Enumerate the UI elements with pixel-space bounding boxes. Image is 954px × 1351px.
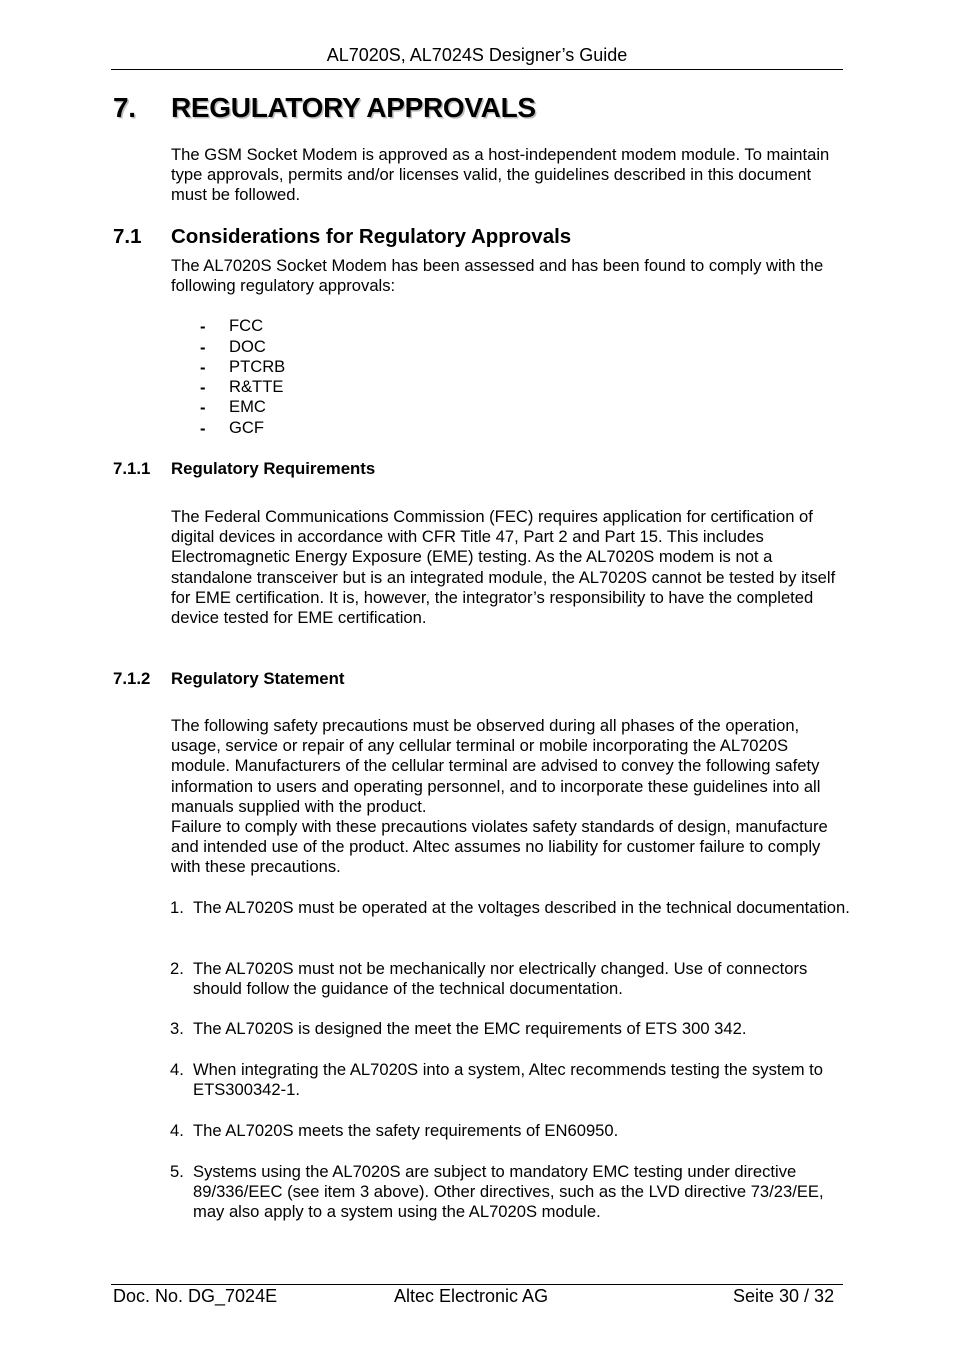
- footer-doc-number: Doc. No. DG_7024E: [113, 1286, 278, 1306]
- list-bullet: -: [200, 419, 206, 438]
- list-item: R&TTE: [229, 377, 284, 396]
- list-item: The AL7020S must be operated at the voltages described in the technical documentation.: [193, 898, 850, 917]
- section-7-1-2-paragraph-1: The following safety precautions must be observed during all phases of the operation, usage, service or repair of any cellular terminal or mobile incorporating the AL7020S module. Manufacturers of the cellular terminal are advised to convey the following safety information to users and operating personnel, and to incorporate these guidelines into all manuals supplied with the product.: [171, 716, 821, 816]
- chapter-number: 7.: [113, 92, 136, 123]
- list-item-number: 4.: [170, 1060, 184, 1079]
- list-item-number: 5.: [170, 1162, 184, 1181]
- list-item-number: 2.: [170, 959, 184, 978]
- section-7-1-paragraph: The AL7020S Socket Modem has been assessed and has been found to comply with the following regulatory approvals:: [171, 256, 824, 296]
- list-bullet: -: [200, 358, 206, 377]
- list-item: GCF: [229, 418, 265, 437]
- list-bullet: -: [200, 398, 206, 417]
- list-item-number: 4.: [170, 1121, 184, 1140]
- section-7-1-1-title: Regulatory Requirements: [171, 459, 376, 478]
- section-7-1-2-number: 7.1.2: [113, 669, 151, 688]
- footer-divider: [111, 1284, 843, 1285]
- list-bullet: -: [200, 378, 206, 397]
- list-bullet: -: [200, 338, 206, 357]
- list-item: DOC: [229, 337, 266, 356]
- section-7-1-2-title: Regulatory Statement: [171, 669, 345, 688]
- footer-page-number: Seite 30 / 32: [733, 1286, 835, 1306]
- chapter-title: REGULATORY APPROVALS: [171, 92, 536, 123]
- list-item: EMC: [229, 397, 266, 416]
- list-item: When integrating the AL7020S into a system, Altec recommends testing the system to ETS300342-1.: [193, 1060, 823, 1100]
- section-7-1-1-number: 7.1.1: [113, 459, 151, 478]
- list-item: The AL7020S is designed the meet the EMC requirements of ETS 300 342.: [193, 1019, 747, 1038]
- footer-company: Altec Electronic AG: [394, 1286, 549, 1306]
- header-divider: [111, 69, 843, 70]
- section-7-1-1-paragraph: The Federal Communications Commission (FEC) requires application for certification of digital devices in accordance with CFR Title 47, Part 2 and Part 15. This includes Electromagnetic Energy Exposure (EME) testing. As the AL7020S modem is not a standalone transceiver but is an integrated module, the AL7020S cannot be tested by itself for EME certification. It is, however, the integrator’s responsibility to have the completed device tested for EME certification.: [171, 507, 836, 628]
- section-7-1-number: 7.1: [113, 225, 142, 248]
- list-item: The AL7020S meets the safety requirements of EN60950.: [193, 1121, 619, 1140]
- section-7-1-2-paragraph-2: Failure to comply with these precautions violates safety standards of design, manufacture and intended use of the product. Altec assumes no liability for customer failure to comply with these precautions.: [171, 817, 828, 877]
- page-header-title: AL7020S, AL7024S Designer’s Guide: [326, 45, 628, 65]
- list-item: PTCRB: [229, 357, 286, 376]
- list-item: The AL7020S must not be mechanically nor electrically changed. Use of connectors should follow the guidance of the technical documentation.: [193, 959, 808, 999]
- list-item: FCC: [229, 316, 264, 335]
- list-item-number: 3.: [170, 1019, 184, 1038]
- list-item: Systems using the AL7020S are subject to mandatory EMC testing under directive 89/336/EEC (see item 3 above). Other directives, such as the LVD directive 73/23/EE, may also apply to a system using the AL7020S module.: [193, 1162, 824, 1222]
- intro-paragraph: The GSM Socket Modem is approved as a host-independent modem module. To maintain type approvals, permits and/or licenses valid, the guidelines described in this document must be followed.: [171, 145, 830, 205]
- section-7-1-title: Considerations for Regulatory Approvals: [171, 225, 572, 248]
- list-bullet: -: [200, 317, 206, 336]
- list-item-number: 1.: [170, 898, 184, 917]
